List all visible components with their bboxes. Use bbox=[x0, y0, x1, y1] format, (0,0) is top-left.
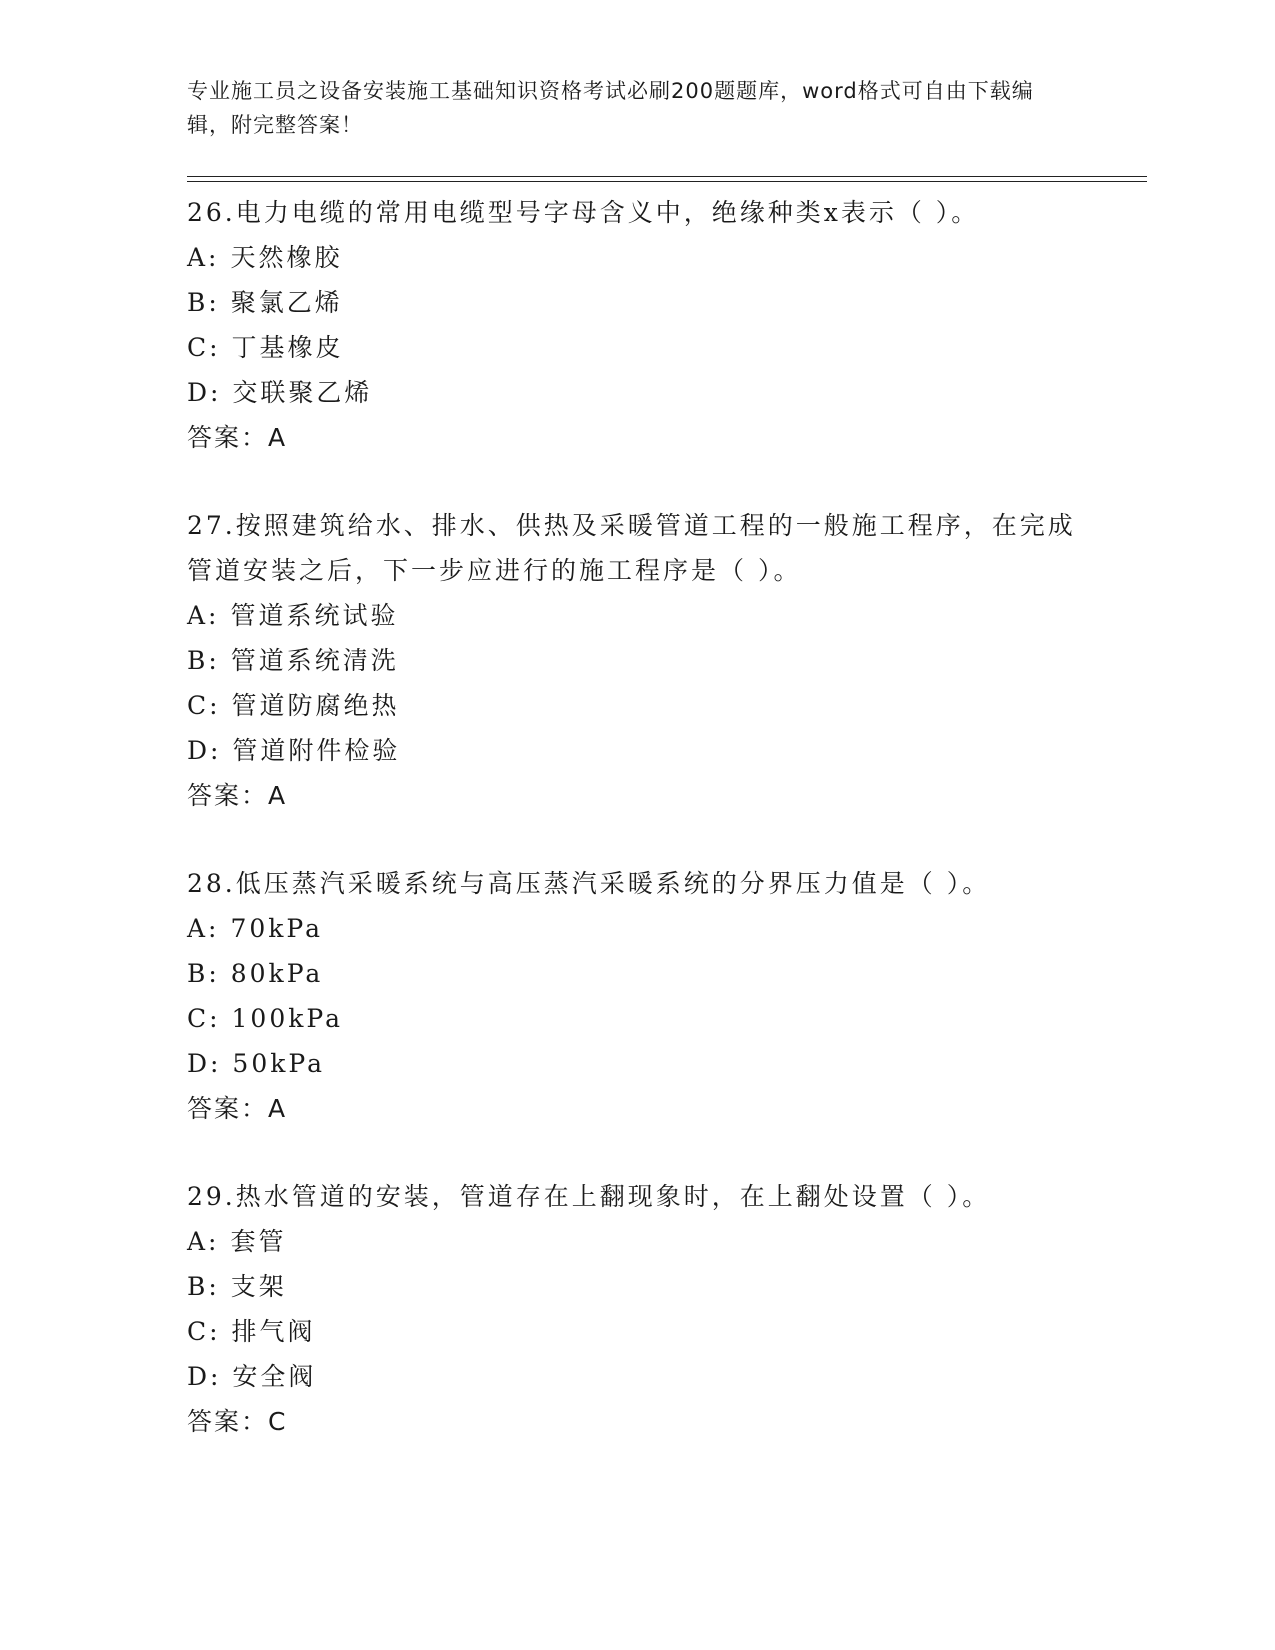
option-text: 安全阀 bbox=[232, 1362, 317, 1391]
option-text: 排气阀 bbox=[231, 1317, 316, 1346]
question-27 bbox=[187, 503, 1087, 819]
option-letter: D: bbox=[187, 1362, 222, 1391]
option-letter: C: bbox=[187, 1317, 221, 1346]
option-text: 50kPa bbox=[232, 1049, 325, 1078]
answer-value: C bbox=[268, 1407, 288, 1436]
option-text: 管道系统试验 bbox=[230, 601, 399, 630]
option-d bbox=[187, 1041, 1087, 1086]
option-letter: C: bbox=[187, 1004, 221, 1033]
option-b bbox=[187, 951, 1087, 996]
option-b bbox=[187, 1264, 1087, 1309]
option-letter: A: bbox=[187, 243, 220, 272]
option-text: 聚氯乙烯 bbox=[230, 288, 343, 317]
option-text: 管道防腐绝热 bbox=[231, 691, 400, 720]
option-text: 管道系统清洗 bbox=[230, 646, 399, 675]
option-text: 80kPa bbox=[230, 959, 324, 988]
answer-line bbox=[187, 1086, 1087, 1132]
option-b bbox=[187, 638, 1087, 683]
question-stem: 28.低压蒸汽采暖系统与高压蒸汽采暖系统的分界压力值是（ ）。 bbox=[187, 869, 991, 898]
option-text: 套管 bbox=[230, 1227, 287, 1256]
option-text: 100kPa bbox=[231, 1004, 343, 1033]
option-a bbox=[187, 906, 1087, 951]
answer-label: 答案： bbox=[187, 1407, 269, 1436]
option-text: 管道附件检验 bbox=[232, 736, 401, 765]
option-d bbox=[187, 1354, 1087, 1399]
answer-line bbox=[187, 773, 1087, 819]
option-a bbox=[187, 235, 1087, 280]
option-letter: D: bbox=[187, 1049, 222, 1078]
header-rule-bottom bbox=[187, 181, 1147, 182]
option-c bbox=[187, 1309, 1087, 1354]
option-letter: A: bbox=[187, 601, 220, 630]
option-letter: B: bbox=[187, 959, 220, 988]
question-28 bbox=[187, 861, 1087, 1132]
answer-label: 答案： bbox=[187, 781, 269, 810]
option-text: 70kPa bbox=[230, 914, 324, 943]
question-stem: 29.热水管道的安装，管道存在上翻现象时，在上翻处设置（ ）。 bbox=[187, 1182, 991, 1211]
option-text: 交联聚乙烯 bbox=[232, 378, 373, 407]
answer-line bbox=[187, 1399, 1087, 1445]
answer-value: A bbox=[268, 423, 288, 452]
option-c bbox=[187, 325, 1087, 370]
question-stem: 27.按照建筑给水、排水、供热及采暖管道工程的一般施工程序，在完成管道安装之后，下一步应进行的施工程序是（ ）。 bbox=[187, 511, 1076, 585]
option-a bbox=[187, 1219, 1087, 1264]
option-letter: C: bbox=[187, 691, 221, 720]
option-letter: B: bbox=[187, 1272, 220, 1301]
option-letter: B: bbox=[187, 646, 220, 675]
option-text: 支架 bbox=[230, 1272, 287, 1301]
option-c bbox=[187, 996, 1087, 1041]
answer-value: A bbox=[268, 781, 288, 810]
option-d bbox=[187, 728, 1087, 773]
answer-label: 答案： bbox=[187, 1094, 269, 1123]
question-29 bbox=[187, 1174, 1087, 1445]
answer-line bbox=[187, 415, 1087, 461]
document-header: 专业施工员之设备安装施工基础知识资格考试必刷200题题库，word格式可自由下载编辑，附完整答案！ bbox=[187, 79, 1034, 137]
option-letter: D: bbox=[187, 736, 222, 765]
option-letter: C: bbox=[187, 333, 221, 362]
option-text: 天然橡胶 bbox=[230, 243, 343, 272]
answer-label: 答案： bbox=[187, 423, 269, 452]
option-text: 丁基橡皮 bbox=[231, 333, 344, 362]
option-letter: A: bbox=[187, 1227, 220, 1256]
question-stem: 26.电力电缆的常用电缆型号字母含义中，绝缘种类x表示（ ）。 bbox=[187, 198, 980, 227]
option-letter: D: bbox=[187, 378, 222, 407]
question-26 bbox=[187, 190, 1087, 461]
option-letter: B: bbox=[187, 288, 220, 317]
answer-value: A bbox=[268, 1094, 288, 1123]
question-list bbox=[187, 190, 1087, 1487]
option-c bbox=[187, 683, 1087, 728]
option-d bbox=[187, 370, 1087, 415]
option-letter: A: bbox=[187, 914, 220, 943]
option-a bbox=[187, 593, 1087, 638]
header-rule-top bbox=[187, 176, 1147, 177]
option-b bbox=[187, 280, 1087, 325]
